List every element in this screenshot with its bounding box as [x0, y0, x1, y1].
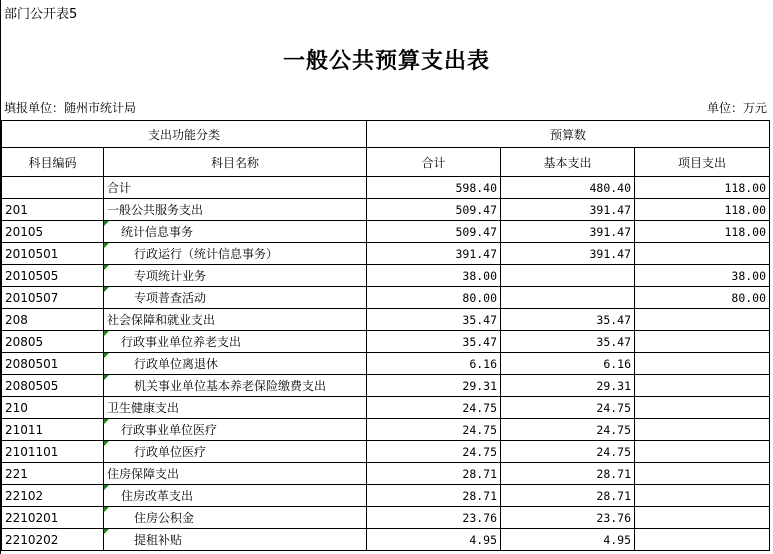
table-row [2, 221, 770, 243]
table-row [2, 507, 770, 529]
cell-total: 6.16 [367, 353, 501, 375]
cell-total: 24.75 [367, 441, 501, 463]
table-row [2, 485, 770, 507]
cell-code: 20105 [2, 221, 104, 243]
cell-total: 23.76 [367, 507, 501, 529]
cell-total: 35.47 [367, 331, 501, 353]
cell-basic: 391.47 [501, 199, 635, 221]
table-row [2, 177, 770, 199]
cell-name: 行政事业单位养老支出 [104, 331, 367, 353]
cell-project [635, 397, 770, 419]
cell-code: 21011 [2, 419, 104, 441]
cell-name: 社会保障和就业支出 [104, 309, 367, 331]
column-header-total: 合计 [367, 148, 501, 177]
table-row [2, 199, 770, 221]
table-row [2, 419, 770, 441]
cell-basic: 23.76 [501, 507, 635, 529]
cell-basic: 6.16 [501, 353, 635, 375]
column-header-basic: 基本支出 [501, 148, 635, 177]
cell-code: 2210201 [2, 507, 104, 529]
cell-project [635, 485, 770, 507]
cell-code: 2080501 [2, 353, 104, 375]
cell-basic [501, 287, 635, 309]
cell-project [635, 507, 770, 529]
header-budget: 预算数 [367, 121, 770, 148]
cell-total: 24.75 [367, 419, 501, 441]
table-row [2, 287, 770, 309]
cell-code: 2080505 [2, 375, 104, 397]
cell-basic: 24.75 [501, 441, 635, 463]
cell-total: 29.31 [367, 375, 501, 397]
cell-project: 118.00 [635, 221, 770, 243]
cell-total: 80.00 [367, 287, 501, 309]
cell-name: 行政运行（统计信息事务） [104, 243, 367, 265]
cell-code: 221 [2, 463, 104, 485]
cell-project: 38.00 [635, 265, 770, 287]
cell-total: 4.95 [367, 529, 501, 551]
cell-project [635, 353, 770, 375]
cell-total: 391.47 [367, 243, 501, 265]
cell-project [635, 331, 770, 353]
column-header-name: 科目名称 [104, 148, 367, 177]
cell-name: 住房保障支出 [104, 463, 367, 485]
cell-code: 201 [2, 199, 104, 221]
cell-name: 一般公共服务支出 [104, 199, 367, 221]
cell-basic: 391.47 [501, 221, 635, 243]
cell-name: 统计信息事务 [104, 221, 367, 243]
cell-basic: 35.47 [501, 331, 635, 353]
cell-project: 118.00 [635, 177, 770, 199]
table-row [2, 397, 770, 419]
column-header-code: 科目编码 [2, 148, 104, 177]
cell-name: 行政单位医疗 [104, 441, 367, 463]
cell-code: 208 [2, 309, 104, 331]
cell-name: 专项统计业务 [104, 265, 367, 287]
header-column-row [2, 148, 770, 177]
cell-code: 2010507 [2, 287, 104, 309]
cell-name: 住房改革支出 [104, 485, 367, 507]
sheet-label: 部门公开表5 [4, 7, 78, 22]
cell-basic: 24.75 [501, 397, 635, 419]
cell-code [2, 177, 104, 199]
cell-basic: 28.71 [501, 463, 635, 485]
cell-basic: 29.31 [501, 375, 635, 397]
cell-code: 2010505 [2, 265, 104, 287]
cell-name: 卫生健康支出 [104, 397, 367, 419]
table-row [2, 265, 770, 287]
cell-code: 2210202 [2, 529, 104, 551]
cell-name: 机关事业单位基本养老保险缴费支出 [104, 375, 367, 397]
table-row [2, 463, 770, 485]
cell-basic: 391.47 [501, 243, 635, 265]
cell-basic: 28.71 [501, 485, 635, 507]
cell-basic [501, 265, 635, 287]
cell-total: 35.47 [367, 309, 501, 331]
cell-total: 28.71 [367, 463, 501, 485]
cell-project [635, 243, 770, 265]
cell-total: 38.00 [367, 265, 501, 287]
table-body [2, 177, 770, 551]
cell-code: 2010501 [2, 243, 104, 265]
table-row [2, 375, 770, 397]
page-title: 一般公共预算支出表 [282, 48, 490, 74]
table-row [2, 353, 770, 375]
cell-name: 提租补贴 [104, 529, 367, 551]
cell-name: 行政单位离退休 [104, 353, 367, 375]
cell-project [635, 375, 770, 397]
cell-name: 合计 [104, 177, 367, 199]
table-row [2, 243, 770, 265]
cell-project [635, 309, 770, 331]
table-row [2, 331, 770, 353]
filler-unit: 填报单位：随州市统计局 [4, 101, 137, 115]
money-unit: 单位：万元 [706, 101, 767, 115]
cell-code: 20805 [2, 331, 104, 353]
cell-total: 509.47 [367, 199, 501, 221]
cell-code: 22102 [2, 485, 104, 507]
cell-total: 28.71 [367, 485, 501, 507]
table-row [2, 441, 770, 463]
cell-basic: 24.75 [501, 419, 635, 441]
cell-project: 118.00 [635, 199, 770, 221]
header-function-class: 支出功能分类 [2, 121, 367, 148]
header-group-row [2, 121, 770, 148]
cell-code: 2101101 [2, 441, 104, 463]
cell-code: 210 [2, 397, 104, 419]
cell-project: 80.00 [635, 287, 770, 309]
cell-project [635, 463, 770, 485]
cell-total: 24.75 [367, 397, 501, 419]
cell-project [635, 419, 770, 441]
unit-info-row [4, 99, 767, 116]
cell-name: 住房公积金 [104, 507, 367, 529]
cell-basic: 35.47 [501, 309, 635, 331]
cell-name: 行政事业单位医疗 [104, 419, 367, 441]
cell-name: 专项普查活动 [104, 287, 367, 309]
cell-project [635, 441, 770, 463]
cell-total: 598.40 [367, 177, 501, 199]
column-header-project: 项目支出 [635, 148, 770, 177]
cell-project [635, 529, 770, 551]
cell-basic: 4.95 [501, 529, 635, 551]
cell-total: 509.47 [367, 221, 501, 243]
budget-table [1, 120, 770, 551]
table-row [2, 309, 770, 331]
cell-basic: 480.40 [501, 177, 635, 199]
table-row [2, 529, 770, 551]
